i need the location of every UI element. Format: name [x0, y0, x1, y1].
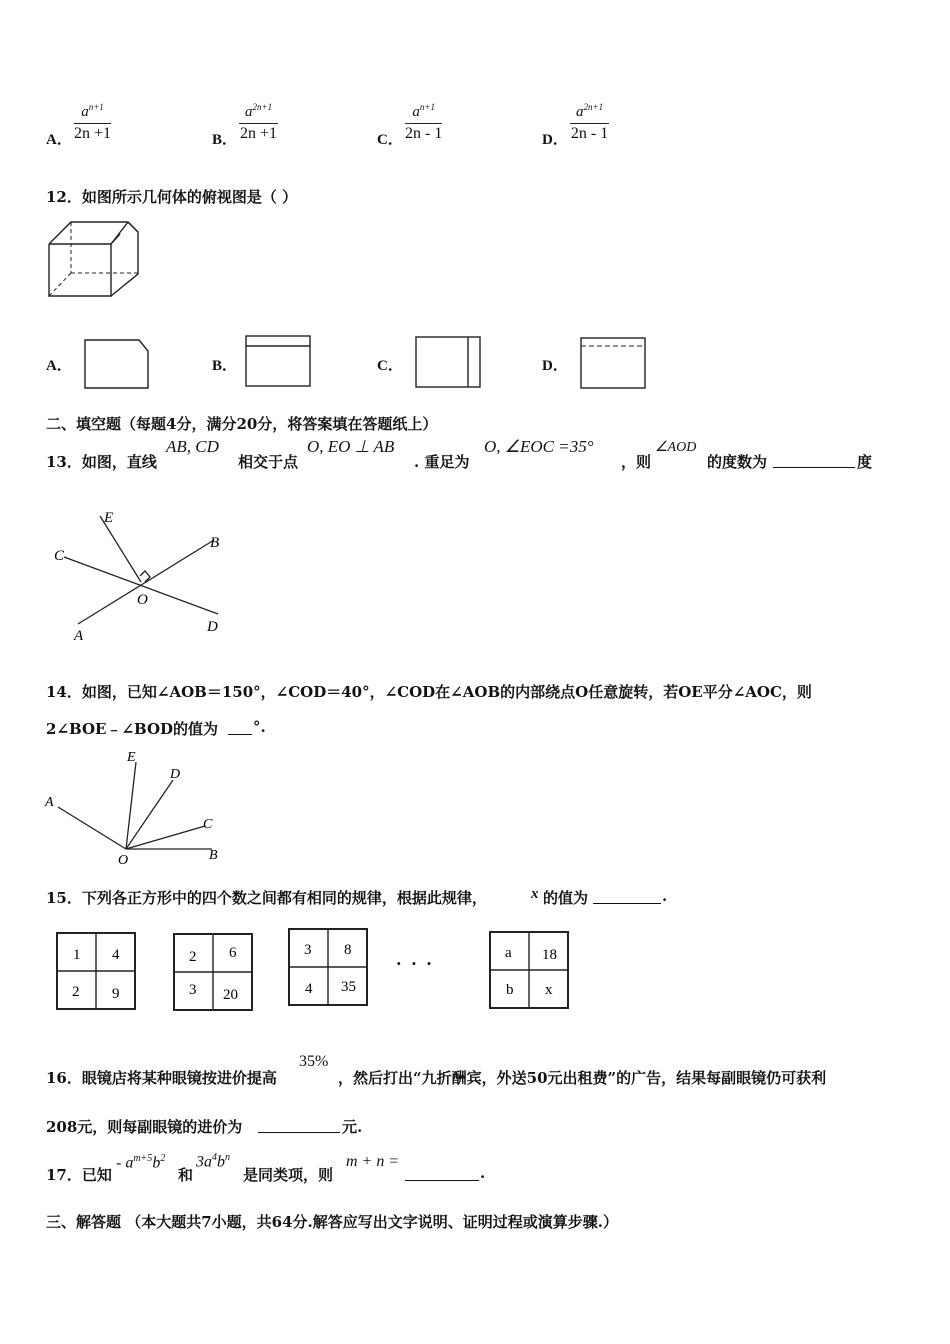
q13-math-1: AB, CD: [166, 437, 219, 456]
q15-grid-1-cell: 2: [72, 984, 80, 1000]
q15-text-end: .: [662, 887, 668, 905]
q14-text-2b: °.: [253, 718, 266, 736]
q14-label-a: A: [45, 795, 54, 810]
q11-option-c-fraction: $\frac{a^{n+1}}{2n - 1}$: [405, 102, 443, 142]
q15-grid-4-cell: a: [505, 945, 512, 961]
q16-percent: 35%: [299, 1053, 329, 1070]
q11-option-d-label: D．: [542, 132, 568, 148]
q13-text-3: . 重足为: [414, 453, 470, 471]
q14-answer-blank: [228, 734, 252, 735]
q17-math-1: - $a^{m+5}b^2$: [116, 1153, 166, 1172]
q11-option-a-fraction: $\frac{a^{n+1}}{2n +1}$: [74, 102, 112, 142]
section-2-heading: 二、填空题（每题4分，满分20分，将答案填在答题纸上）: [46, 415, 438, 433]
q16-text-2: ，然后打出“九折酬宾，外送50元出租费”的广告，结果每副眼镜仍可获利: [338, 1069, 827, 1087]
q17-answer-blank: [405, 1180, 479, 1181]
q15-grid-1-cell: 4: [112, 947, 120, 963]
q11-option-c-label: C．: [377, 132, 403, 148]
q16-text-4: 元.: [342, 1118, 363, 1136]
q16-text-3: 208元，则每副眼镜的进价为: [46, 1118, 243, 1136]
q15-grid-2-cell: 3: [189, 982, 197, 998]
q13-text-2: 相交于点: [238, 453, 299, 471]
q12-option-b-figure: [243, 333, 313, 389]
q13-text-1: 13．如图，直线: [46, 453, 157, 471]
q15-ellipsis: · · ·: [396, 954, 434, 973]
q12-option-c-label: C．: [377, 358, 403, 374]
q14-label-b: B: [209, 848, 218, 863]
q14-label-e: E: [127, 750, 136, 765]
q17-math-2: $3a^4b^n$: [196, 1152, 230, 1171]
q13-answer-blank: [773, 467, 855, 468]
q15-answer-blank: [593, 903, 661, 904]
q15-grid-3-cell: 35: [341, 979, 356, 995]
q14-figure: [40, 742, 240, 870]
q15-grid-1-cell: 1: [73, 947, 81, 963]
q15-grid-2: [172, 932, 256, 1014]
q15-text-x: x: [531, 886, 539, 902]
q12-option-c-figure: [413, 334, 483, 390]
q12-option-d-label: D．: [542, 358, 568, 374]
q11-option-a-label: A．: [46, 132, 72, 148]
q11-option-b-fraction: $\frac{a^{2n+1}}{2n +1}$: [240, 102, 278, 142]
q14-label-c: C: [203, 817, 213, 832]
q13-math-3: O, ∠EOC =35°: [484, 437, 594, 456]
q14-label-d: D: [170, 767, 181, 782]
q15-grid-3-cell: 4: [305, 981, 313, 997]
q17-text-3: 是同类项，则: [243, 1166, 334, 1184]
section-3-heading: 三、解答题 （本大题共7小题，共64分.解答应写出文字说明、证明过程或演算步骤.）: [46, 1213, 618, 1231]
q15-grid-1: [55, 931, 139, 1013]
q13-text-6: 度: [857, 453, 873, 471]
q16-answer-blank: [258, 1132, 340, 1133]
q15-grid-4-cell: x: [545, 982, 553, 998]
q15-grid-3-cell: 8: [344, 942, 352, 958]
q13-label-a: A: [74, 628, 84, 644]
q13-label-b: B: [210, 535, 220, 551]
q15-grid-2-cell: 6: [229, 945, 237, 961]
q11-option-d-fraction: $\frac{a^{2n+1}}{2n - 1}$: [570, 102, 609, 142]
q12-stem: 12．如图所示几何体的俯视图是（ ）: [46, 188, 298, 206]
q13-figure: [44, 500, 244, 645]
q15-grid-2-cell: 2: [189, 949, 197, 965]
q12-option-a-label: A．: [46, 358, 72, 374]
q13-label-e: E: [104, 510, 114, 526]
q13-label-d: D: [207, 619, 218, 635]
q12-solid-figure: [44, 216, 144, 300]
q16-text-1: 16．眼镜店将某种眼镜按进价提高: [46, 1069, 277, 1087]
q13-math-4: ∠AOD: [655, 440, 697, 455]
q17-text-2: 和: [178, 1166, 194, 1184]
q15-grid-4: [488, 930, 572, 1012]
q13-math-2: O, EO ⊥ AB: [307, 437, 395, 456]
q14-stem-line1: 14．如图，已知∠AOB＝150°，∠COD＝40°，∠COD在∠AOB的内部绕点O任意旋转，若OE平分∠AOC，则: [46, 683, 812, 701]
q11-option-b-label: B．: [212, 132, 238, 148]
q13-text-5: 的度数为: [707, 453, 768, 471]
q13-label-o: O: [137, 592, 148, 608]
q12-option-d-figure: [578, 335, 654, 391]
q14-label-o: O: [118, 853, 129, 868]
q15-grid-4-cell: b: [506, 982, 514, 998]
q15-text-b: 的值为: [543, 889, 589, 907]
q15-grid-2-cell: 20: [223, 987, 238, 1003]
q15-grid-1-cell: 9: [112, 986, 120, 1002]
q12-option-b-label: B．: [212, 358, 238, 374]
q13-label-c: C: [54, 548, 65, 564]
q15-grid-3: [287, 927, 371, 1009]
q17-text-4: .: [480, 1164, 486, 1182]
q14-text-2a: 2∠BOE﹣∠BOD的值为: [46, 720, 219, 738]
q12-option-a-figure: [82, 337, 152, 392]
q15-grid-3-cell: 3: [304, 942, 312, 958]
q15-text-a: 15．下列各正方形中的四个数之间都有相同的规律，根据此规律，: [46, 889, 487, 907]
q17-text-1: 17．已知: [46, 1166, 112, 1184]
q13-text-4: ，则: [621, 453, 652, 471]
q17-math-3: m + n =: [346, 1153, 400, 1170]
q15-grid-4-cell: 18: [542, 947, 557, 963]
